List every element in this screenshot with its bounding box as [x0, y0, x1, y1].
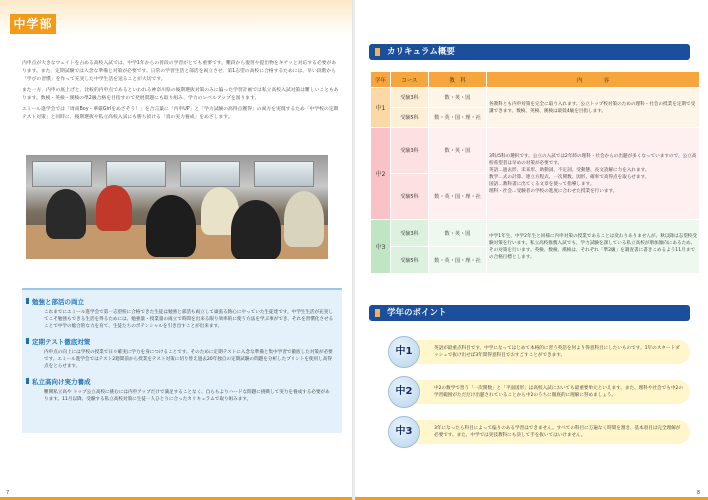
grade-cell: 中2: [371, 128, 391, 220]
subjects-cell: 数・英・国: [429, 220, 487, 247]
page-number: 7: [6, 490, 10, 496]
page-number: 8: [696, 490, 700, 496]
subjects-cell: 数・英・国・理・社: [429, 247, 487, 274]
intro-text: [22, 60, 340, 125]
course-cell: 受験5科: [391, 247, 429, 274]
header-subjects: 教 科: [429, 72, 487, 88]
course-cell: 受験5科: [391, 108, 429, 128]
point-text: 3年になったら科目によって偏りのある学習はできません。すべての科目に万遍なく時間を割き、基本項目は完全理解が必要です。また、中学では実技教科にも決して手を抜いてはいけません。: [434, 426, 681, 438]
grade-cell: 中1: [371, 88, 391, 128]
subjects-cell: 数・英・国・理・社: [429, 174, 487, 220]
left-page: [0, 0, 353, 500]
table-row: [371, 220, 700, 247]
course-cell: 受験3科: [391, 128, 429, 174]
point-text: 英語が最重点科目です。中学になってはじめて本格的に習う英語を何より得意科目にしたいものです。1年のスタートダッシュで抜け出せば3年間得意科目でおすごすことができます。: [434, 346, 680, 358]
classroom-photo: [26, 155, 328, 259]
course-cell: 受験5科: [391, 174, 429, 220]
page-title: 中学部: [10, 14, 56, 34]
header-course: コース: [391, 72, 429, 88]
section-text: 内申点の向上には学校の授業で日々確実に学力を身につけることです。そのために定期テストに入念な準備と集中学習で徹底した対策が必要です。エミール進学会ではテスト2週間前から授業をテスト対策に切り替え過去20年独自の定期試験の問題を分析したプリントを使用し高得点をとらせます。: [44, 350, 333, 369]
table-row: [371, 88, 700, 108]
course-cell: 受験3科: [391, 220, 429, 247]
content-cell: 3科/5科の選択です。公立の入試では2年時の理科・社会からの出題が多くなっていますので、公立高校希望者は早めの対策が必要です。 英語…過去形、未来形、助動詞、不定詞、受動態、長文読解に力を入れます。 数学…式の計算、連立方程式、一次関数、図形、確率で高得点を取らせます。 国語…教科書に出てくる文章を使って指導します。 理科・社会…受験者の学校の進度に合わせた授業を行います。: [487, 128, 700, 220]
table-header-row: [371, 72, 700, 88]
intro-paragraph: また一方、内申の底上げと、比較的内申点であるといわれる神奈川県の後期選抜対策のみに偏った学習計画では私立高校入試対策は難しいこともあります。数検・英検・漢検の準2級合格を目指すので発展問題にも取り組み、学力のレベルアップを図ります。: [22, 88, 339, 101]
point-item: [392, 380, 690, 404]
point-text: 中2の数学で習う「一次関数」と「平面図形」は高校入試においても最重要単元といえます。また、理科や社会でも中2の学習範囲がただだけ出題されていることから中2のうちに徹底的に理解に努めましょう。: [434, 386, 683, 398]
intro-paragraph: 内申点が大きなウェイトを占める高校入試では、中学1年からの普段の学習がとても重要です。難段から復習や提出物をキチッと対応する必要があります。また、定期試験では入念な準備と対策が必要です。日常の学習生活と部活を両立させ、第1志望の高校に合格するためには、早い段階から「学びの習慣」を作って充実した中学生活を送ることが大切です。: [22, 61, 337, 82]
subjects-cell: 数・英・国: [429, 128, 487, 174]
table-row: [371, 128, 700, 174]
subjects-cell: 数・英・国・理・社: [429, 108, 487, 128]
grade-badge: 中2: [388, 376, 420, 408]
header-grade: 学年: [371, 72, 391, 88]
grade-badge: 中3: [388, 416, 420, 448]
content-cell: 各教科とも内申対策を完全に取り入れます。公立トップ校対策のための理科・社会の授業を定期で受講できます。数検、英検、漢検は最低4級を目指します。: [487, 88, 700, 128]
grade-badge: 中1: [388, 336, 420, 368]
section-heading: 定期テスト徹底対策: [26, 337, 342, 346]
subjects-cell: 数・英・国: [429, 88, 487, 108]
section-text: これまでにエミール進学会で第一志望校に合格できた生徒は勉強と部活も両立して頑張る熱心にやっていた生徒達です。中学生生活が充実してこそ勉強もできる生活を得るためには、勉強量・授業量の両立で時間を出来る限り効率的に使う方法を学ぶ事ができ、それを習慣化させることで中学の総合的な力を育て、生徒たちのポテンシャルを引き出すことが出来ます。: [44, 310, 334, 329]
content-cell: 中学1年生、中学2年生と同様に内申対策の授業であることは変わりありませんが、秋以降は志望校受験対策を行います。私立高校推薦入試でも、学力試験を課している私立高校が増加傾向にあるため、その対策を行います。英検、数検、漢検は、それぞれ「準2級」を調査書に書きこめるよう11月までの合格目標とします。: [487, 220, 700, 274]
section-text: 難関私立高や トップ公立高校に挑むには内申アップだけで満足することなく、自らもよりハードな問題に挑戦して実力を養成する必要があります。11月以降、受験する私立高校対策に生徒一人ひとりに合ったカリキュラムで取り組みます。: [44, 390, 330, 402]
course-cell: 受験3科: [391, 88, 429, 108]
grade-cell: 中3: [371, 220, 391, 274]
header-content: 内 容: [487, 72, 700, 88]
curriculum-heading: カリキュラム概要: [369, 44, 690, 60]
points-heading: 学年のポイント: [369, 305, 690, 321]
curriculum-table: [370, 71, 700, 274]
section-heading: 私立高向け実力養成: [26, 377, 342, 386]
intro-paragraph: エミール進学会では「周南Boy・華厳Girlをめざそう！」を合言葉に「内申UP」と「学力試験の高得点獲得」の両方を実現するため「中学校の定期テスト対策」と同時に、後期選抜や私立高校入試にも勝ち抜ける「真の実力養成」をめざします。: [22, 107, 339, 120]
point-item: [392, 420, 690, 444]
section-heading: 勉強と部活の両立: [26, 297, 342, 306]
point-item: [392, 340, 690, 364]
feature-box: [22, 288, 342, 433]
